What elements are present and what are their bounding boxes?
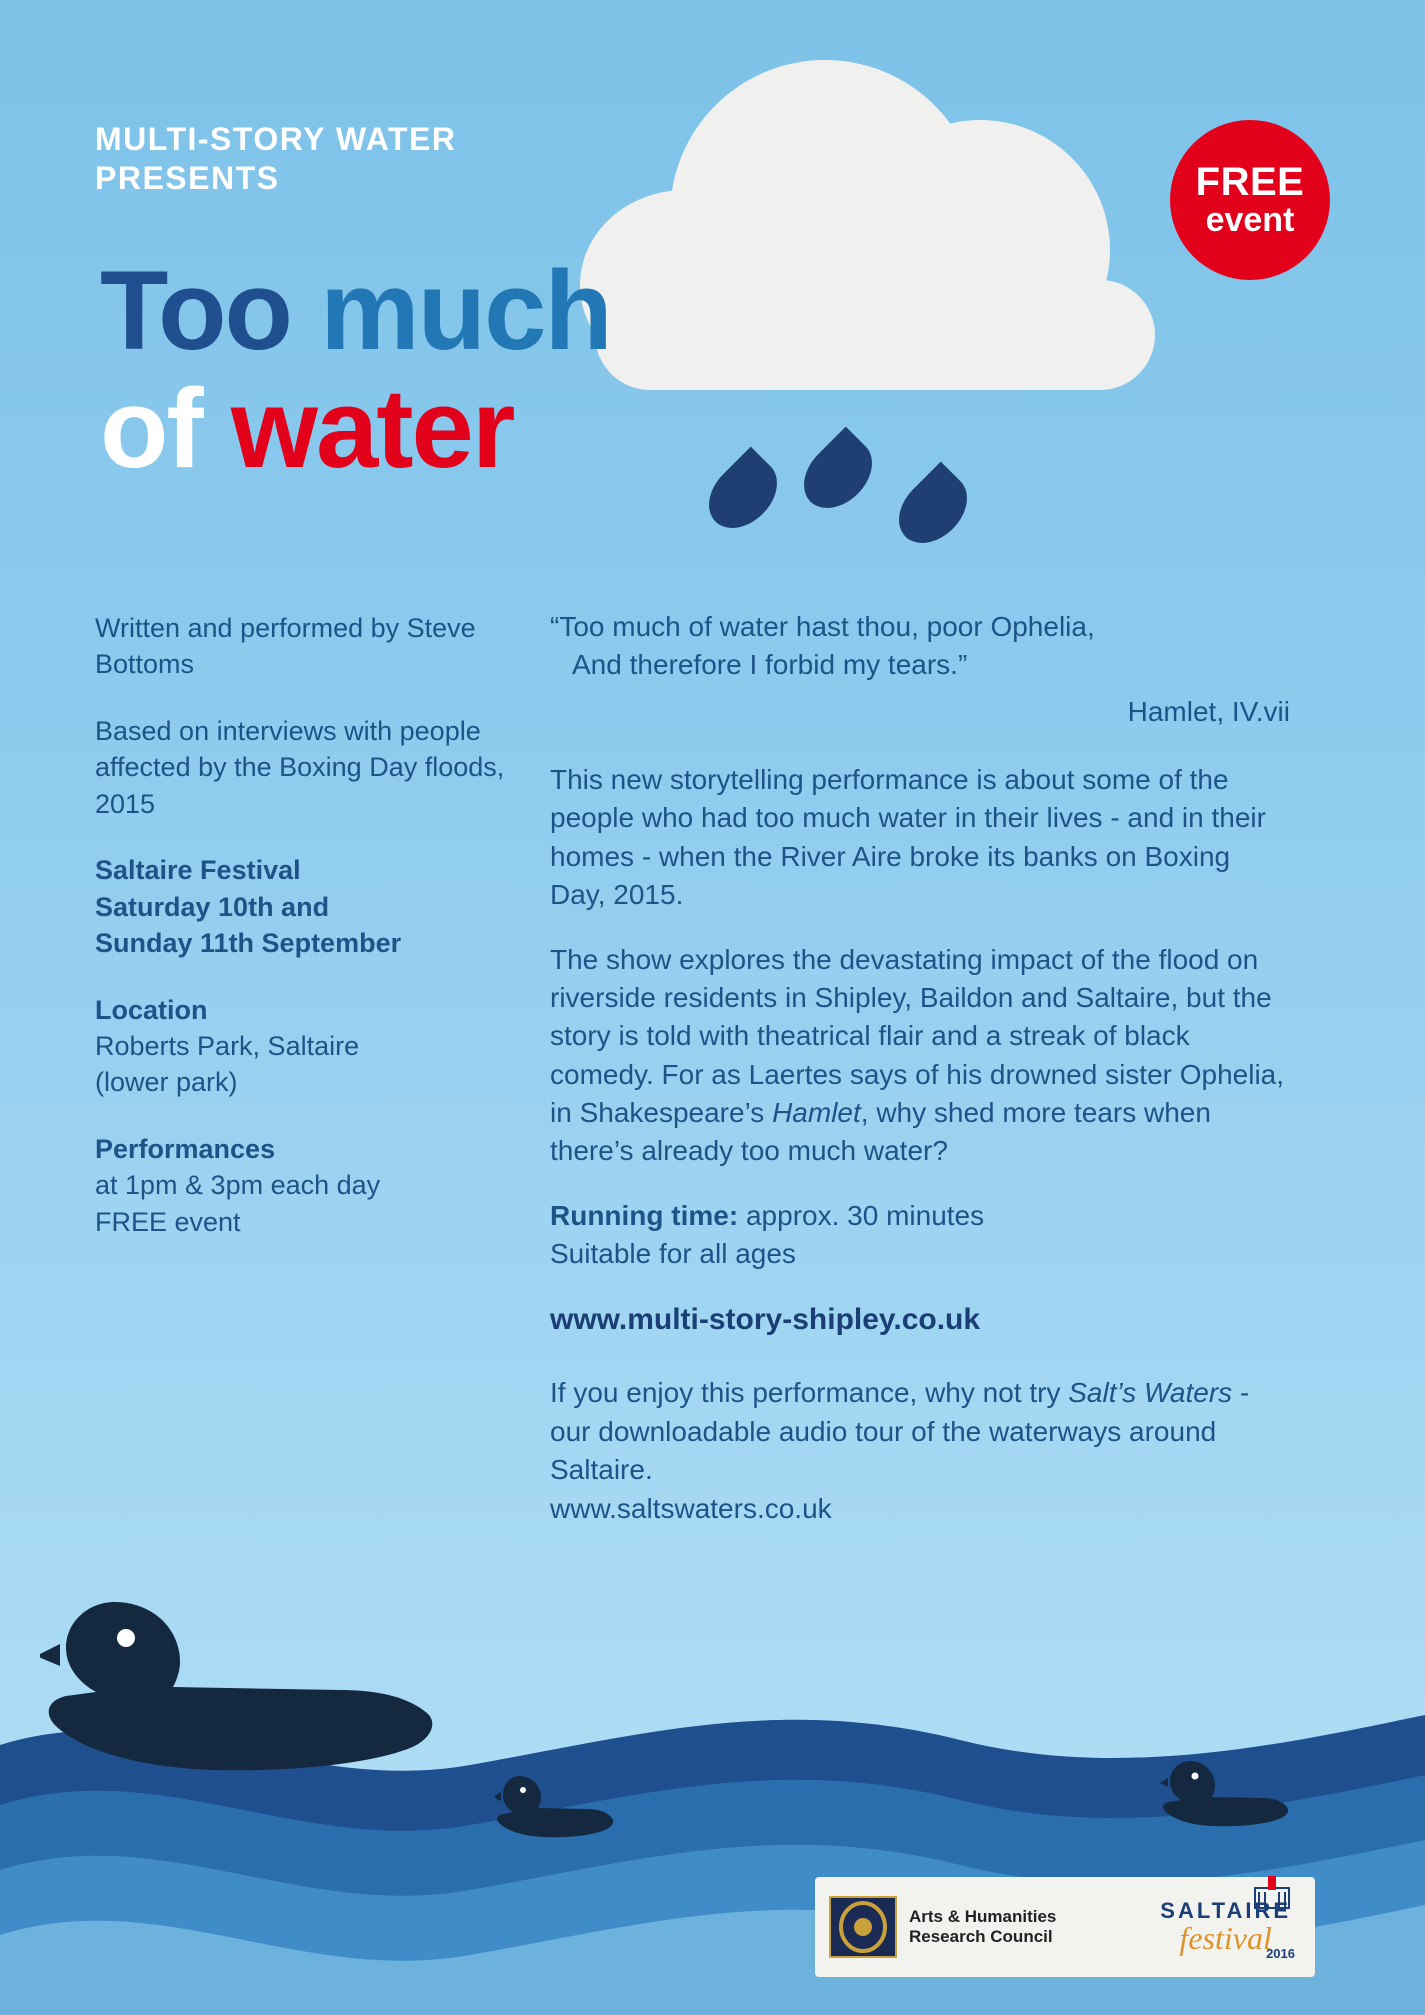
ahrc-line1: Arts & Humanities	[909, 1906, 1057, 1926]
credit-text: Written and performed by Steve Bottoms	[95, 613, 476, 680]
ahrc-logo	[829, 1896, 1056, 1958]
performances-heading: Performances	[95, 1133, 276, 1164]
saltaire-mill-icon	[1245, 1870, 1299, 1912]
logo-bar	[815, 1877, 1315, 1977]
para2-part-b: , why shed more tears when there’s already too much water?	[550, 1096, 1211, 1167]
description-column	[550, 608, 1290, 1554]
festival-year: 2016	[1266, 1945, 1295, 1961]
duck-medium-icon	[495, 1770, 615, 1840]
description-paragraph-2	[550, 941, 1290, 1171]
festival-dates-line1: Saturday 10th and	[95, 891, 330, 922]
location-line1: Roberts Park, Saltaire	[95, 1030, 360, 1061]
cloud-icon	[580, 60, 1180, 430]
ahrc-mark-icon	[829, 1896, 897, 1958]
duck-small-icon	[1160, 1755, 1290, 1830]
suitability-text: Suitable for all ages	[550, 1238, 796, 1270]
saltaire-festival-logo	[1160, 1897, 1301, 1961]
ahrc-text	[909, 1907, 1056, 1948]
quote-line2: And therefore I forbid my tears.”	[572, 649, 968, 681]
location-line2: (lower park)	[95, 1067, 238, 1098]
festival-wordmark: festival	[1179, 1919, 1272, 1956]
raindrop-icon	[696, 447, 791, 542]
badge-line1: FREE	[1195, 160, 1305, 205]
title-word-water: water	[230, 366, 514, 491]
details-column	[95, 610, 515, 1270]
quote-line1: “Too much of water hast thou, poor Ophelia,	[550, 611, 1095, 642]
saltaire-wordmark: SALTAIRE	[1160, 1897, 1291, 1923]
footer-part-b: - our downloadable audio tour of the waterways around Saltaire.	[550, 1377, 1250, 1486]
free-event-badge	[1170, 120, 1330, 280]
title-word-of: of	[100, 366, 202, 491]
description-paragraph-1: This new storytelling performance is about some of the people who had too much water in their lives - and in their homes - when the River Aire broke its banks on Boxing Day, 2015.	[550, 764, 1266, 911]
festival-dates-line2: Sunday 11th September	[95, 928, 402, 959]
presents-header	[95, 120, 456, 198]
presents-line2: PRESENTS	[95, 160, 280, 197]
festival-name: Saltaire Festival	[95, 855, 301, 886]
footer-emphasis: Salt’s Waters	[1068, 1377, 1233, 1409]
saltswaters-link[interactable]: www.saltswaters.co.uk	[550, 1492, 832, 1524]
footer-part-a: If you enjoy this performance, why not try	[550, 1377, 1069, 1409]
raindrop-icon	[886, 462, 981, 557]
title-word-too: Too	[100, 248, 291, 373]
badge-line2: event	[1205, 201, 1295, 240]
para2-part-a: The show explores the devastating impact of the flood on riverside residents in Shipley, Baildon and Saltaire, but the story is told with theatrical flair and a streak of black comedy. For as Laertes says of his drowned sister Ophelia, in Shakespeare’s	[550, 943, 1285, 1128]
title-word-much: much	[320, 248, 611, 373]
para2-emphasis: Hamlet	[772, 1096, 861, 1128]
basis-text: Based on interviews with people affected by the Boxing Day floods, 2015	[95, 715, 505, 819]
raindrop-icon	[791, 427, 886, 522]
running-time-label: Running time:	[550, 1199, 739, 1231]
page-title	[100, 248, 611, 491]
performances-times: at 1pm & 3pm each day	[95, 1170, 381, 1201]
quote-attribution: Hamlet, IV.vii	[1127, 695, 1290, 727]
running-time	[550, 1197, 1290, 1274]
duck-large-icon	[40, 1590, 460, 1800]
running-time-value: approx. 30 minutes	[738, 1199, 985, 1231]
website-link[interactable]: www.multi-story-shipley.co.uk	[550, 1303, 981, 1337]
hamlet-quote	[550, 608, 1290, 685]
ahrc-line2: Research Council	[909, 1927, 1053, 1946]
location-heading: Location	[95, 994, 208, 1025]
presents-line1: MULTI-STORY WATER	[95, 121, 457, 157]
performances-free: FREE event	[95, 1206, 241, 1237]
footer-paragraph	[550, 1374, 1290, 1527]
